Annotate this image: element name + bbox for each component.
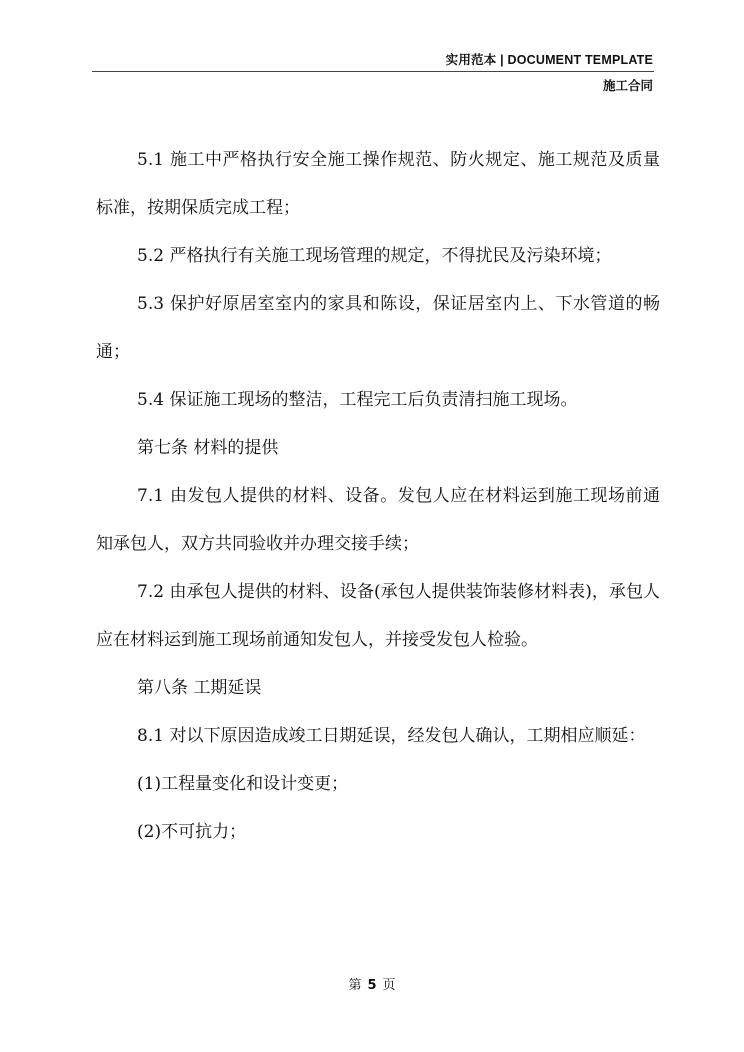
item-1: (1)工程量变化和设计变更； [137,774,349,794]
article-8-heading: 第八条 工期延误 [137,678,262,698]
item-2: (2)不可抗力； [137,822,247,842]
page-footer [0,974,744,993]
clause-5-4: 5.4 保证施工现场的整洁，工程完工后负责清扫施工现场。 [137,390,578,410]
clause-5-1: 5.1 施工中严格执行安全施工操作规范、防火规定、施工规范及质量标准，按期保质完成工程； [96,150,660,218]
header-divider [92,71,654,72]
article-7-heading: 第七条 材料的提供 [137,438,279,458]
clause-5-2: 5.2 严格执行有关施工现场管理的规定，不得扰民及污染环境； [137,246,612,266]
document-body [96,136,660,856]
header-subtitle: 施工合同 [602,79,653,93]
page-header [446,52,653,94]
clause-8-1: 8.1 对以下原因造成竣工日期延误，经发包人确认，工期相应顺延： [137,726,646,746]
clause-7-1: 7.1 由发包人提供的材料、设备。发包人应在材料运到施工现场前通知承包人，双方共同验收并办理交接手续； [96,486,660,554]
page-number: 5 [367,978,377,993]
clause-5-3: 5.3 保护好原居室室内的家具和陈设，保证居室内上、下水管道的畅通； [96,294,660,362]
footer-suffix: 页 [382,978,396,993]
clause-7-2: 7.2 由承包人提供的材料、设备(承包人提供装饰装修材料表)，承包人应在材料运到施工现场前通知发包人，并接受发包人检验。 [96,582,660,650]
footer-prefix: 第 [348,978,362,993]
header-title: 实用范本 | DOCUMENT TEMPLATE [445,53,653,67]
